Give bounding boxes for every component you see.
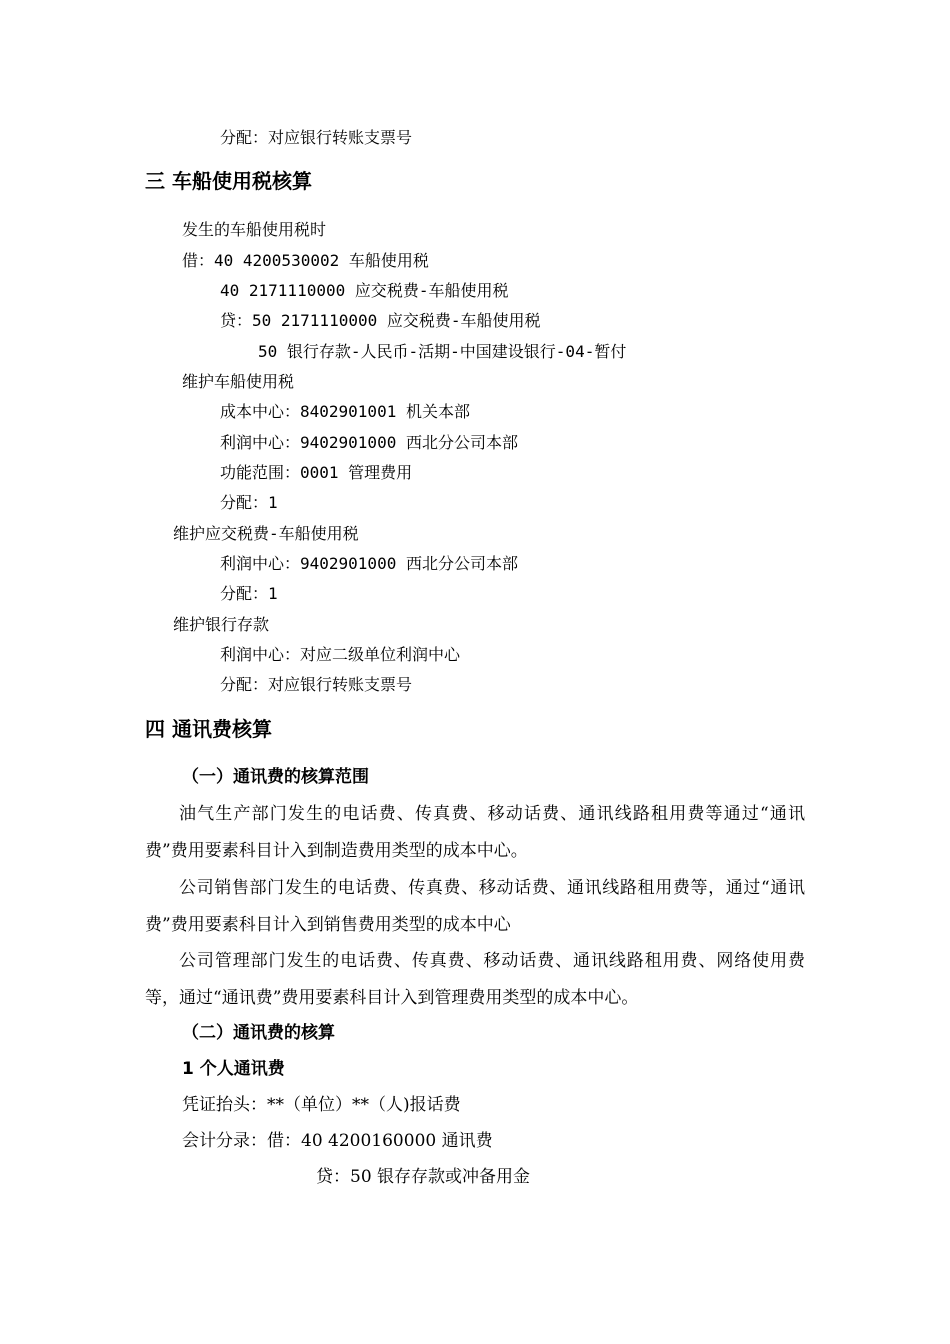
profit-center-line: 利润中心：对应二级单位利润中心 <box>220 645 461 664</box>
profit-center-line: 利润中心：9402901000 西北分公司本部 <box>220 554 518 573</box>
voucher-header-line: 凭证抬头：**（单位）**（人)报话费 <box>182 1095 461 1115</box>
item-heading: 1 个人通讯费 <box>182 1059 285 1079</box>
credit-entry: 贷：50 银存存款或冲备用金 <box>316 1167 531 1187</box>
paragraph: 公司销售部门发生的电话费、传真费、移动话费、通讯线路租用费等，通过“通讯费”费用要素科目计入到销售费用类型的成本中心 <box>145 878 805 935</box>
allocation-line: 分配：1 <box>220 584 278 603</box>
section-heading-communication: 四 通讯费核算 <box>145 717 272 741</box>
profit-center-line: 利润中心：9402901000 西北分公司本部 <box>220 433 518 452</box>
cost-center-line: 成本中心：8402901001 机关本部 <box>220 402 470 421</box>
functional-area-line: 功能范围：0001 管理费用 <box>220 463 413 482</box>
section-heading-vehicle-tax: 三 车船使用税核算 <box>145 169 312 193</box>
text-line: 维护应交税费-车船使用税 <box>173 524 359 543</box>
debit-entry: 40 2171110000 应交税费-车船使用税 <box>220 281 509 300</box>
text-line: 维护银行存款 <box>173 615 270 634</box>
text-line: 发生的车船使用税时 <box>182 220 327 239</box>
debit-entry: 借：40 4200530002 车船使用税 <box>182 251 429 270</box>
subsection-heading: （一）通讯费的核算范围 <box>182 767 369 787</box>
credit-entry: 50 银行存款-人民币-活期-中国建设银行-04-暂付 <box>258 342 627 361</box>
allocation-line: 分配：对应银行转账支票号 <box>220 128 413 147</box>
credit-entry: 贷：50 2171110000 应交税费-车船使用税 <box>220 311 541 330</box>
text-line: 维护车船使用税 <box>182 372 295 391</box>
allocation-line: 分配：对应银行转账支票号 <box>220 675 413 694</box>
subsection-heading: （二）通讯费的核算 <box>182 1023 335 1043</box>
accounting-entry-line: 会计分录：借：40 4200160000 通讯费 <box>182 1131 493 1151</box>
allocation-line: 分配：1 <box>220 493 278 512</box>
paragraph: 油气生产部门发生的电话费、传真费、移动话费、通讯线路租用费等通过“通讯费”费用要素科目计入到制造费用类型的成本中心。 <box>145 804 805 861</box>
paragraph: 公司管理部门发生的电话费、传真费、移动话费、通讯线路租用费、网络使用费等，通过“通讯费”费用要素科目计入到管理费用类型的成本中心。 <box>145 951 805 1008</box>
